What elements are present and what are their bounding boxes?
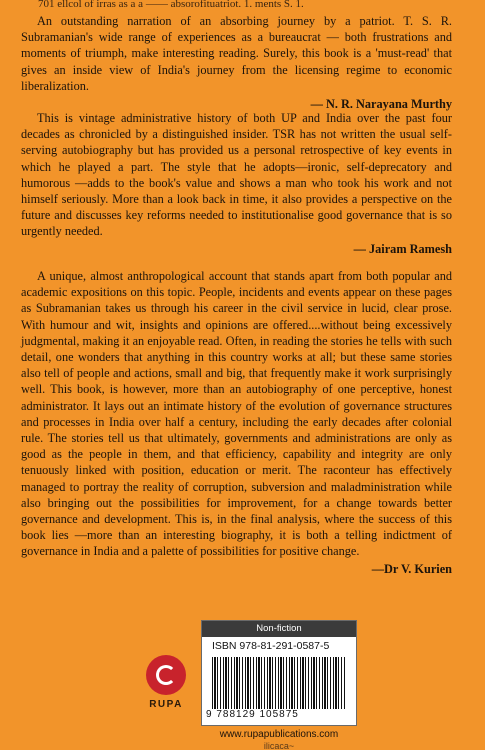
review-attribution: — Jairam Ramesh xyxy=(353,241,452,256)
publisher-name: RUPA xyxy=(149,699,183,710)
review-text: An outstanding narration of an absorbing journey by a patriot. T. S. R. Subramanian's wide range of experiences as a bureaucrat — both frustrations and moments of triumph, make interesting reading. Surely, this book is a 'must-read' that gives an inside view of India's journey from the licensing regime to economic liberalization. xyxy=(21,14,452,93)
top-bleed-text: 701 ellcol of irras as a a —— absorofituatriot. 1. ments S. 1. xyxy=(38,0,304,8)
barcode-bars xyxy=(212,657,346,711)
review-text: This is vintage administrative history of both UP and India over the past four decades as chronicled by a distinguished insider. TSR has not written the usual self-serving autobiography but has provided us a personal retrospective of key events in which he played a part. The style that he adopts—ironic, self-deprecatory and humorous —adds to the book's value and shows a man who took his work and not himself seriously. More than a look back in time, it also provides a perspective on the future and discusses key reforms needed to institutionalise good governance that is so urgently needed. xyxy=(21,111,452,239)
review-attribution: — N. R. Narayana Murthy xyxy=(310,97,452,112)
review-attribution: —Dr V. Kurien xyxy=(371,561,452,576)
review-text: A unique, almost anthropological account that stands apart from both popular and academic expositions on this topic. People, incidents and events appear on these pages as Subramanian takes us through his career in the civil service in lucid, clear prose. With humour and wit, insights and opinions are offered....without being excessively judgmental, making it an enjoyable read. Often, in reading the stories he tells with such detail, one wonders that anything in this country works at all; but these same stories also tell of people and actions, small and big, that frequently make it work surprisingly well. This book, is however, more than an autobiography of one perceptive, honest administrator. It lays out an intimate history of the evolution of governance structures and processes in India over half a century, including the early decades after colonial rule. The stories tell us that ultimately, governments and administrations are only as good as the people in them, and that efficiency, capability and integrity are only tenuously linked with position, education or merit. The raconteur has effectively managed to portray the reality of corruption, subversion and maladministration while also bringing out the possibilities for improvement, for a change towards better governance and development. This is, in the final analysis, where the success of this book lies —more than an interesting biography, it is both a telling indictment of governance in India and a palette of possibilities for positive change. xyxy=(21,269,452,559)
publisher-website: www.rupapublications.com xyxy=(219,729,339,740)
review-kurien xyxy=(21,268,452,577)
genre-label: Non-fiction xyxy=(202,621,356,637)
isbn-text: ISBN 978-81-291-0587-5 xyxy=(212,640,330,652)
website-subtext: ilicaca~ xyxy=(263,742,295,750)
review-murthy xyxy=(21,13,452,112)
barcode-digits: 9 788129 105875 xyxy=(206,709,352,720)
rupa-logo-icon xyxy=(146,655,186,695)
review-ramesh xyxy=(21,110,452,257)
barcode-panel xyxy=(201,620,357,726)
